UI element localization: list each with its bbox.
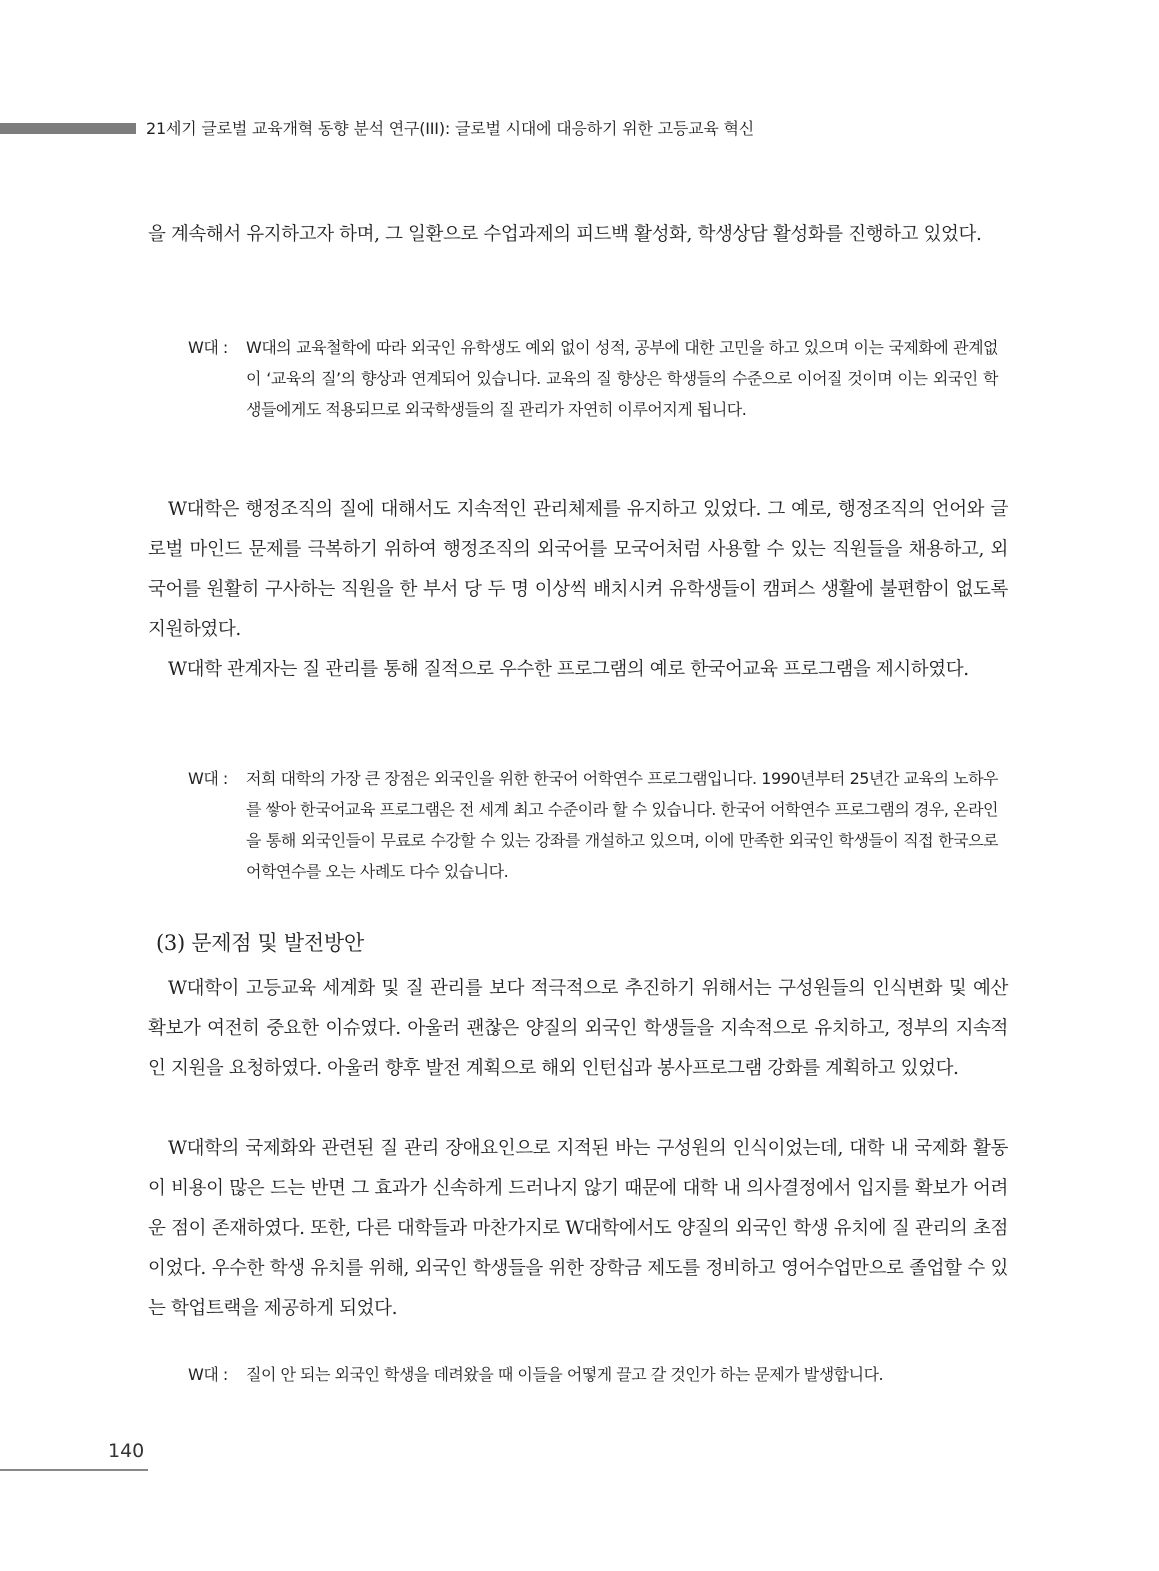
quote-speaker: W대 : xyxy=(188,1365,228,1384)
section-heading: (3) 문제점 및 발전방안 xyxy=(156,931,364,955)
paragraph-admin-quality: W대학은 행정조직의 질에 대해서도 지속적인 관리체제를 유지하고 있었다. 그 예로, 행정조직의 언어와 글로벌 마인드 문제를 극복하기 위하여 행정조직의 외국어를 모국어처럼 사용할 수 있는 직원들을 채용하고, 외국어를 원활히 구사하는 직원을 한 부서 당 두 명 이상씩 배치시켜 유학생들이 캠퍼스 생활에 불편함이 없도록 지원하였다. xyxy=(148,499,1008,640)
running-header-title: 21세기 글로벌 교육개혁 동향 분석 연구(III): 글로벌 시대에 대응하기 위한 고등교육 혁신 xyxy=(146,119,754,138)
interview-quote-2 xyxy=(188,763,998,887)
quote-speaker: W대 : xyxy=(188,769,228,788)
quote-text: W대의 교육철학에 따라 외국인 유학생도 예외 없이 성적, 공부에 대한 고민을 하고 있으며 이는 국제화에 관계없이 ‘교육의 질’의 향상과 연계되어 있습니다. 교육의 질 향상은 학생들의 수준으로 이어질 것이며 이는 외국인 학생들에게도 적용되므로 외국학생들의 질 관리가 자연히 이루어지게 됩니다. xyxy=(246,338,998,419)
paragraph-problems: W대학이 고등교육 세계화 및 질 관리를 보다 적극적으로 추진하기 위해서는 구성원들의 인식변화 및 예산 확보가 여전히 중요한 이슈였다. 아울러 괜찮은 양질의 외국인 학생들을 지속적으로 유치하고, 정부의 지속적인 지원을 요청하였다. 아울러 향후 발전 계획으로 해외 인턴십과 봉사프로그램 강화를 계획하고 있었다. xyxy=(148,978,1008,1079)
paragraph-barriers: W대학의 국제화와 관련된 질 관리 장애요인으로 지적된 바는 구성원의 인식이었는데, 대학 내 국제화 활동이 비용이 많은 드는 반면 그 효과가 신속하게 드러나지 않기 때문에 대학 내 의사결정에서 입지를 확보가 어려운 점이 존재하였다. 또한, 다른 대학들과 마찬가지로 W대학에서도 양질의 외국인 학생 유치에 질 관리의 초점이었다. 우수한 학생 유치를 위해, 외국인 학생들을 위한 장학금 제도를 정비하고 영어수업만으로 졸업할 수 있는 학업트랙을 제공하게 되었다. xyxy=(148,1138,1008,1319)
interview-quote-1 xyxy=(188,332,998,425)
page-number: 140 xyxy=(108,1440,145,1462)
paragraph-continuation: 을 계속해서 유지하고자 하며, 그 일환으로 수업과제의 피드백 활성화, 학생상담 활성화를 진행하고 있었다. xyxy=(148,224,982,245)
footer-rule xyxy=(0,1469,148,1471)
paragraph-korean-program: W대학 관계자는 질 관리를 통해 질적으로 우수한 프로그램의 예로 한국어교육 프로그램을 제시하였다. xyxy=(168,659,969,680)
quote-text: 질이 안 되는 외국인 학생을 데려왔을 때 이들을 어떻게 끌고 갈 것인가 하는 문제가 발생합니다. xyxy=(246,1365,884,1384)
quote-text: 저희 대학의 가장 큰 장점은 외국인을 위한 한국어 어학연수 프로그램입니다. 1990년부터 25년간 교육의 노하우를 쌓아 한국어교육 프로그램은 전 세계 최고 수준이라 할 수 있습니다. 한국어 어학연수 프로그램의 경우, 온라인을 통해 외국인들이 무료로 수강할 수 있는 강좌를 개설하고 있으며, 이에 만족한 외국인 학생들이 직접 한국으로 어학연수를 오는 사례도 다수 있습니다. xyxy=(246,769,998,881)
quote-speaker: W대 : xyxy=(188,338,228,357)
header-bar xyxy=(0,123,136,134)
interview-quote-3 xyxy=(188,1359,998,1390)
